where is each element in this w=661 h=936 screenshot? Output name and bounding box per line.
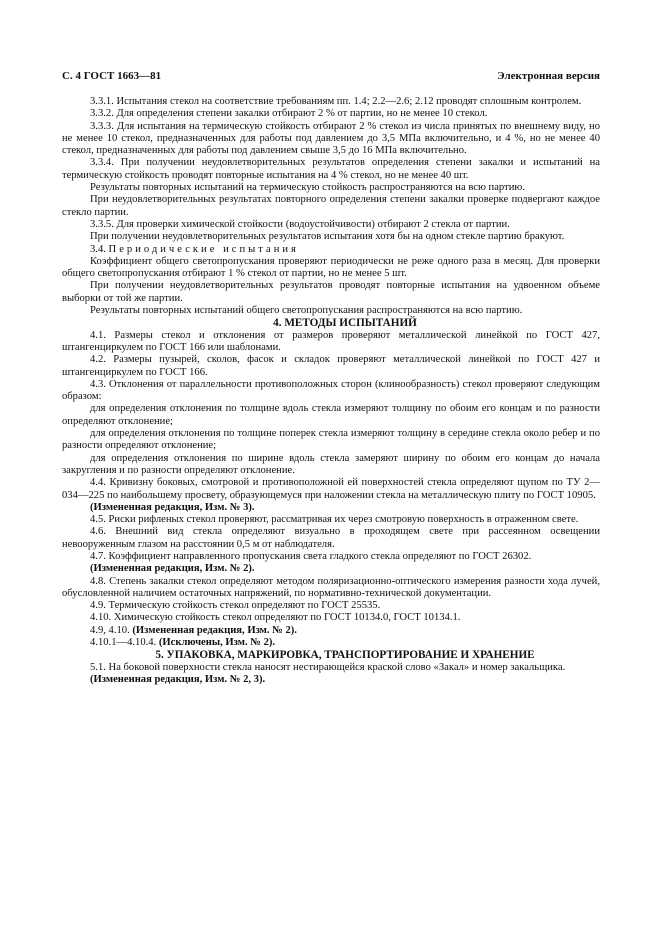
- paragraph-4-1: 4.1. Размеры стекол и отклонения от размеров проверяют металлической линейкой по ГОСТ 427, штангенциркулем по ГОСТ 166 или шаблонами.: [62, 329, 600, 353]
- note-text: (Исключены, Изм. № 2).: [158, 637, 276, 649]
- section-4-title: 4. МЕТОДЫ ИСПЫТАНИЙ: [273, 317, 417, 330]
- paragraph-4-3-c: для определения отклонения по ширине вдоль стекла замеряют ширину по обоим его концам до начала закругления и по разности определяют отклонение.: [62, 452, 600, 476]
- edition-note-5-1: (Измененная редакция, Изм. № 2, 3).: [90, 673, 266, 685]
- paragraph-3-4-title: Периодические испытания: [108, 243, 299, 255]
- paragraph-4-10-1-note: [62, 637, 600, 649]
- note-ref: 4.9, 4.10.: [90, 624, 130, 636]
- paragraph-4-9: 4.9. Термическую стойкость стекол определяют по ГОСТ 25535.: [90, 600, 381, 612]
- paragraph-3-3-4-results: Результаты повторных испытаний на термическую стойкость распространяются на всю партию.: [90, 182, 525, 194]
- paragraph-3-3-3: 3.3.3. Для испытания на термическую стойкость отбирают 2 % стекол из числа принятых по внешнему виду, но не менее 10 стекол, предназначенных для работы под давлением до 3,5 МПа включительно, и 4 %, но не менее 40 стекол, предназначенных для работы под давлением свыше 3,5 до 16 МПа включительно.: [62, 120, 600, 157]
- header-standard-ref: С. 4 ГОСТ 1663—81: [62, 70, 162, 82]
- paragraph-3-3-2: 3.3.2. Для определения степени закалки отбирают 2 % от партии, но не менее 10 стекол.: [90, 108, 488, 120]
- header-version-label: Электронная версия: [497, 70, 600, 82]
- edition-note-4-4: (Измененная редакция, Изм. № 3).: [90, 501, 255, 513]
- document-body: [62, 96, 600, 686]
- page-header: [62, 70, 600, 82]
- paragraph-3-3-4-repeat: При неудовлетворительных результатах повторного определения степени закалки проверке подвергают каждое стекло партии.: [62, 194, 600, 218]
- paragraph-4-3: 4.3. Отклонения от параллельности противоположных сторон (клинообразность) стекол проверяют следующим образом:: [62, 378, 600, 403]
- paragraph-3-4-heading: [62, 244, 600, 256]
- paragraph-3-3-1: 3.3.1. Испытания стекол на соответствие требованиям пп. 1.4; 2.2—2.6; 2.12 проводят сплошным контролем.: [90, 96, 582, 107]
- paragraph-4-10: 4.10. Химическую стойкость стекол определяют по ГОСТ 10134.0, ГОСТ 10134.1.: [90, 612, 461, 624]
- paragraph-3-4-b: При получении неудовлетворительных результатов проводят повторные испытания на удвоенном объеме выборки от той же партии.: [62, 280, 600, 304]
- paragraph-3-3-5: 3.3.5. Для проверки химической стойкости (водоустойчивости) отбирают 2 стекла от партии.: [90, 218, 510, 230]
- note-text: (Измененная редакция, Изм. № 2).: [132, 624, 297, 636]
- paragraph-3-4-number: 3.4.: [90, 243, 106, 255]
- paragraph-4-2: 4.2. Размеры пузырей, сколов, фасок и складок проверяют металлической линейкой по ГОСТ 427 и штангенциркулем по ГОСТ 166.: [62, 354, 600, 378]
- paragraph-4-9-4-10-note: [62, 625, 600, 637]
- paragraph-4-3-b: для определения отклонения по толщине поперек стекла измеряют толщину в середине стекла около ребер и по разности определяют отклонение;: [62, 428, 600, 452]
- edition-note-4-7: (Измененная редакция, Изм. № 2).: [90, 563, 255, 575]
- paragraph-3-3-4: 3.3.4. При получении неудовлетворительных результатов определения степени закалки и испытаний на термическую стойкость проводят повторные испытания на 4 % стекол, но не менее 40 шт.: [62, 157, 600, 181]
- section-5-title: 5. УПАКОВКА, МАРКИРОВКА, ТРАНСПОРТИРОВАНИЕ И ХРАНЕНИЕ: [155, 649, 535, 662]
- note-ref: 4.10.1—4.10.4.: [90, 637, 157, 649]
- paragraph-4-3-a: для определения отклонения по толщине вдоль стекла измеряют толщину по обоим его концам и по разности определяют отклонение;: [62, 403, 600, 427]
- paragraph-4-8: 4.8. Степень закалки стекол определяют методом поляризационно-оптического измерения разности хода лучей, обусловленной наличием остаточных напряжений, по нормативно-технической документации.: [62, 575, 600, 599]
- paragraph-5-1: 5.1. На боковой поверхности стекла наносят нестирающейся краской слово «Закал» и номер закальщика.: [90, 661, 566, 673]
- paragraph-4-7: 4.7. Коэффициент направленного пропускания света гладкого стекла определяют по ГОСТ 26302.: [90, 550, 532, 562]
- paragraph-3-3-5-reject: При получении неудовлетворительных результатов испытания хотя бы на одном стекле партию бракуют.: [90, 231, 565, 243]
- paragraph-3-4-c: Результаты повторных испытаний общего светопропускания распространяются на всю партию.: [90, 305, 523, 317]
- paragraph-4-6: 4.6. Внешний вид стекла определяют визуально в проходящем свете при рассеянном освещении невооруженным глазом на расстоянии 0,5 м от наблюдателя.: [62, 526, 600, 550]
- paragraph-4-5: 4.5. Риски рифленых стекол проверяют, рассматривая их через смотровую поверхность в отраженном свете.: [90, 514, 579, 526]
- paragraph-3-4-a: Коэффициент общего светопропускания проверяют периодически не реже одного раза в месяц. Для проверки общего светопропускания отбирают 1 % стекол от партии, но не менее 5 шт.: [62, 255, 600, 280]
- paragraph-4-4: 4.4. Кривизну боковых, смотровой и противоположной ей поверхностей стекла определяют щупом по ТУ 2—034—225 по наибольшему просвету, образующемуся при наложении стекла на металлическую плиту по ГОСТ 10905.: [62, 477, 600, 501]
